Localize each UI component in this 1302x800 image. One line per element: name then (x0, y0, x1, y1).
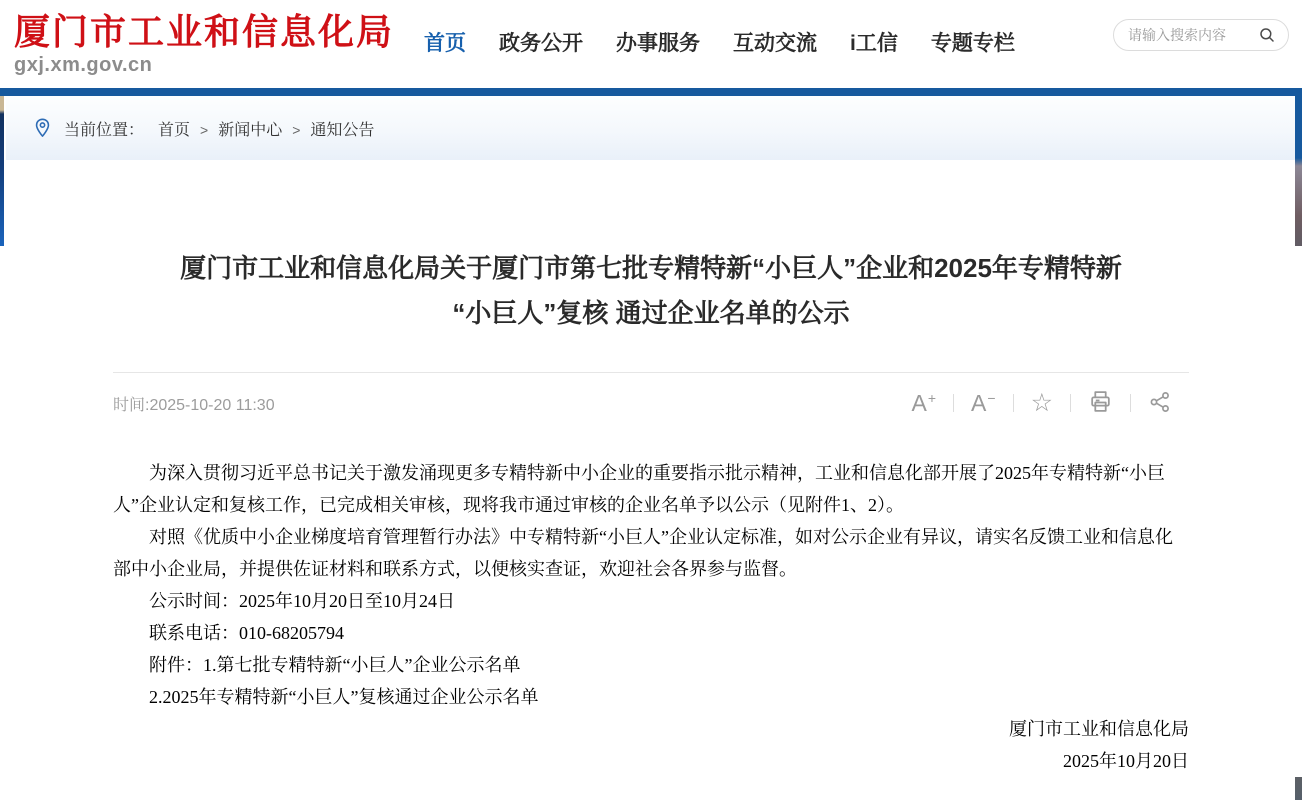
star-icon: ☆ (1030, 389, 1053, 417)
nav-item-services[interactable]: 办事服务 (616, 32, 701, 55)
nav-item-interaction[interactable]: 互动交流 (733, 32, 818, 55)
nav-item-special-topics[interactable]: 专题专栏 (930, 32, 1015, 55)
favorite-button[interactable] (1014, 390, 1070, 416)
breadcrumb-item-notices[interactable]: 通知公告 (310, 121, 375, 139)
page-title (113, 246, 1189, 336)
breadcrumb-item-news-center[interactable]: 新闻中心 (218, 121, 283, 139)
printer-icon (1088, 389, 1113, 417)
nav-item-home[interactable]: 首页 (424, 32, 467, 55)
font-decrease-button[interactable]: A − (954, 391, 1013, 415)
nav-item-i-gongxin[interactable]: i工信 (850, 32, 898, 55)
publish-time: 时间:2025-10-20 11:30 (113, 396, 275, 414)
breadcrumb-trail (64, 117, 384, 140)
share-button[interactable] (1131, 390, 1189, 417)
site-logo-title: 厦门市工业和信息化局 (14, 11, 395, 53)
page-title-line2: “小巨人”复核 通过企业名单的公示 (452, 298, 850, 328)
article-paragraph-publicity-period: 公示时间：2025年10月20日至10月24日 (149, 591, 455, 611)
breadcrumb-section (0, 96, 1302, 164)
breadcrumb (6, 96, 1295, 160)
site-logo-domain: gxj.xm.gov.cn (14, 53, 153, 76)
article-paragraph-attachment-2: 2.2025年专精特新“小巨人”复核通过企业公示名单 (149, 687, 539, 707)
breadcrumb-prefix: 当前位置： (64, 121, 145, 139)
header-divider-bar (0, 88, 1302, 96)
article-body (113, 457, 1189, 777)
site-logo[interactable] (0, 12, 394, 76)
search-box[interactable] (1113, 19, 1289, 51)
article-paragraph: 为深入贯彻习近平总书记关于激发涌现更多专精特新中小企业的重要指示批示精神，工业和信息化部开展了2025年专精特新“小巨人”企业认定和复核工作，已完成相关审核，现将我市通过审核的企业名单予以公示（见附件1、2）。 (113, 463, 1165, 515)
breadcrumb-separator: > (200, 121, 209, 138)
article-paragraph-attachment-1: 附件：1.第七批专精特新“小巨人”企业公示名单 (149, 655, 521, 675)
search-input[interactable] (1126, 26, 1258, 44)
share-icon (1148, 390, 1172, 417)
print-button[interactable] (1071, 389, 1130, 417)
font-increase-button[interactable]: A + (895, 391, 954, 415)
article-toolbar (895, 389, 1189, 417)
article-meta-bar (113, 372, 1189, 419)
breadcrumb-item-home[interactable]: 首页 (158, 121, 191, 139)
signature-date: 2025年10月20日 (1063, 751, 1189, 771)
article-paragraph: 对照《优质中小企业梯度培育管理暂行办法》中专精特新“小巨人”企业认定标准，如对公示企业有异议，请实名反馈工业和信息化部中小企业局，并提供佐证材料和联系方式，以便核实查证，欢迎社会各界参与监督。 (113, 527, 1173, 579)
nav-item-gov-info[interactable]: 政务公开 (499, 32, 584, 55)
article-container (0, 246, 1302, 777)
location-pin-icon (33, 117, 52, 139)
page-title-line1: 厦门市工业和信息化局关于厦门市第七批专精特新“小巨人”企业和2025年专精特新 (180, 253, 1122, 283)
site-header (0, 0, 1302, 88)
article-paragraph-contact-phone: 联系电话：010-68205794 (149, 623, 344, 643)
breadcrumb-separator: > (292, 121, 301, 138)
search-icon[interactable] (1258, 26, 1276, 44)
signature-org: 厦门市工业和信息化局 (1009, 719, 1189, 739)
main-nav (424, 27, 1015, 57)
